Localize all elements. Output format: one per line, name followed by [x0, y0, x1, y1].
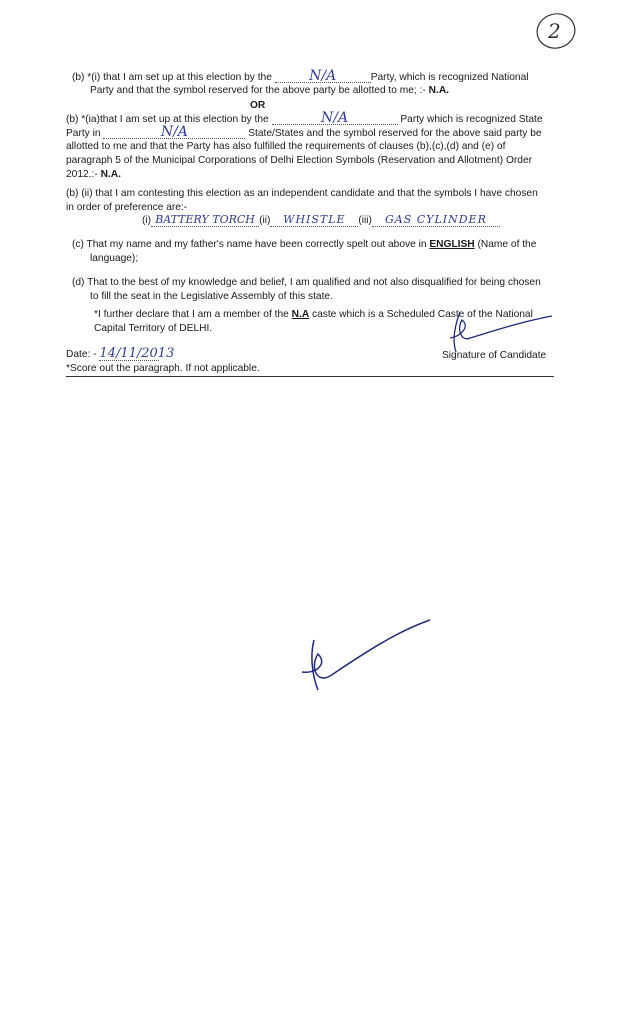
symbol-preferences: (i) BATTERY TORCH (ii) WHISTLE (iii) GAS CYLINDER: [142, 214, 500, 228]
symbol-1: BATTERY TORCH: [151, 214, 259, 227]
para-b2-line5: 2012.:- N.A.: [66, 169, 121, 180]
para-b1-line2: Party and that the symbol reserved for the above party be allotted to me; :- N.A.: [90, 85, 450, 96]
caste-line1: *I further declare that I am a member of the N.A caste which is a Scheduled Caste of the National: [94, 309, 533, 320]
language-value: ENGLISH: [429, 239, 475, 250]
para-b2-line1: (b) *(ia)that I am set up at this election by the N/A Party which is recognized State: [66, 110, 543, 126]
para-b3-line2: in order of preference are:-: [66, 202, 188, 213]
party-fill-1: N/A: [275, 70, 371, 83]
symbol-3: GAS CYLINDER: [372, 214, 500, 227]
symbol-2: WHISTLE: [270, 214, 358, 227]
para-b1-line1: (b) *(i) that I am set up at this election by the N/A Party, which is recognized National: [72, 68, 529, 84]
para-b3-line1: (b) (ii) that I am contesting this election as an independent candidate and that the symbols I have chosen: [66, 188, 538, 199]
or-separator: OR: [250, 100, 266, 111]
para-b2-line3: allotted to me and that the Party has also fulfilled the requirements of clauses (b),(c),(d) and (e) of: [66, 141, 506, 152]
para-d-line1: (d) That to the best of my knowledge and belief, I am qualified and not also disqualified for being chosen: [72, 277, 541, 288]
para-c-line1: (c) That my name and my father's name have been correctly spelt out above in ENGLISH (Name of the: [72, 239, 537, 250]
para-b2-line2: Party in N/A State/States and the symbol reserved for the above said party be: [66, 124, 542, 140]
date-value: 14/11/2013: [99, 346, 175, 361]
para-b2-line4: paragraph 5 of the Municipal Corporations of Delhi Election Symbols (Reservation and Allotment) Order: [66, 155, 533, 166]
caste-value: N.A: [291, 309, 310, 320]
bottom-rule: [66, 376, 554, 377]
caste-line2: Capital Territory of DELHI.: [94, 323, 213, 334]
para-d-line2: to fill the seat in the Legislative Assembly of this state.: [90, 291, 333, 302]
date-row: Date: - 14/11/2013: [66, 346, 175, 361]
party-fill-2: N/A: [272, 112, 398, 125]
state-fill: N/A: [103, 126, 245, 139]
signature-bottom: [0, 0, 1, 1]
para-c-line2: language);: [90, 253, 139, 264]
footnote: *Score out the paragraph. If not applicable.: [66, 363, 260, 374]
signature-label: Signature of Candidate: [442, 350, 547, 361]
page-number: 2: [548, 19, 561, 43]
